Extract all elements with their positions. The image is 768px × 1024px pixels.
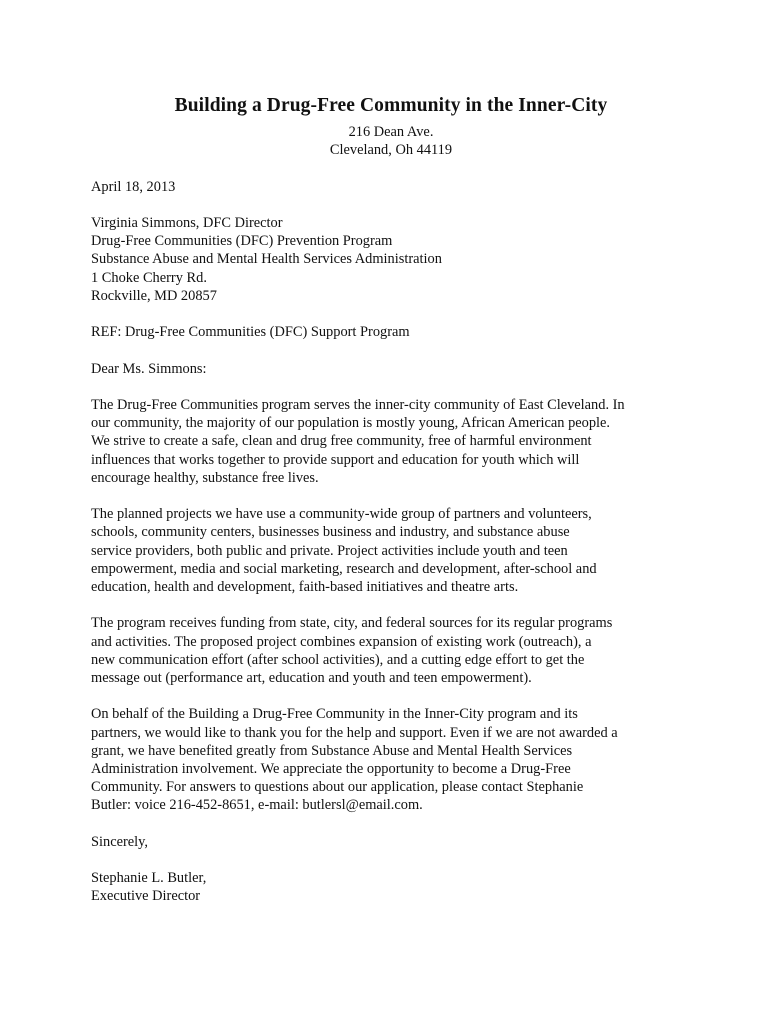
recipient-line: Substance Abuse and Mental Health Services Administration (91, 251, 442, 268)
recipient-line: Rockville, MD 20857 (91, 287, 217, 304)
paragraph-line: We strive to create a safe, clean and drug free community, free of harmful environment (91, 433, 592, 450)
recipient-line: 1 Choke Cherry Rd. (91, 269, 207, 286)
signature-block (91, 869, 691, 905)
paragraph-line: and activities. The proposed project combines expansion of existing work (outreach), a (91, 633, 592, 650)
letter-date: April 18, 2013 (91, 178, 176, 195)
paragraph-line: On behalf of the Building a Drug-Free Community in the Inner-City program and its (91, 706, 578, 723)
spacer (91, 305, 691, 323)
recipient-block (91, 214, 691, 305)
paragraph-line: The program receives funding from state, city, and federal sources for its regular programs (91, 615, 613, 632)
spacer (91, 687, 691, 705)
paragraph-line: Administration involvement. We appreciate the opportunity to become a Drug-Free (91, 760, 571, 777)
recipient-line: Virginia Simmons, DFC Director (91, 214, 283, 231)
paragraph-line: schools, community centers, businesses business and industry, and substance abuse (91, 524, 570, 541)
signature-title: Executive Director (91, 888, 201, 905)
paragraph-line: our community, the majority of our population is mostly young, African American people. (91, 415, 611, 432)
spacer (91, 196, 691, 214)
spacer (91, 159, 691, 177)
signature-name: Stephanie L. Butler, (91, 870, 207, 887)
paragraph-4 (91, 705, 691, 814)
paragraph-line: partners, we would like to thank you for the help and support. Even if we are not awarded a (91, 724, 618, 741)
sender-address (91, 123, 691, 159)
letter-title: Building a Drug-Free Community in the Inner-City (174, 95, 608, 116)
reference-line: REF: Drug-Free Communities (DFC) Support Program (91, 324, 410, 341)
spacer (91, 596, 691, 614)
paragraph-line: Butler: voice 216-452-8651, e-mail: butlersl@email.com. (91, 797, 423, 814)
recipient-line: Drug-Free Communities (DFC) Prevention Program (91, 233, 393, 250)
paragraph-line: influences that works together to provide support and education for youth which will (91, 451, 580, 468)
spacer (91, 487, 691, 505)
spacer (91, 851, 691, 869)
spacer (91, 341, 691, 359)
address-line: Cleveland, Oh 44119 (329, 142, 453, 159)
paragraph-line: empowerment, media and social marketing, research and development, after-school and (91, 560, 597, 577)
spacer (91, 378, 691, 396)
spacer (91, 815, 691, 833)
paragraph-line: new communication effort (after school activities), and a cutting edge effort to get the (91, 651, 585, 668)
paragraph-3 (91, 614, 691, 687)
paragraph-line: Community. For answers to questions about our application, please contact Stephanie (91, 779, 584, 796)
paragraph-line: The Drug-Free Communities program serves the inner-city community of East Cleveland. In (91, 396, 625, 413)
address-line: 216 Dean Ave. (348, 124, 434, 140)
paragraph-line: The planned projects we have use a community-wide group of partners and volunteers, (91, 506, 592, 523)
letter-body (91, 94, 691, 906)
paragraph-line: grant, we have benefited greatly from Substance Abuse and Mental Health Services (91, 742, 573, 759)
paragraph-line: education, health and development, faith-based initiatives and theatre arts. (91, 578, 519, 595)
paragraph-1 (91, 396, 691, 487)
salutation: Dear Ms. Simmons: (91, 360, 207, 377)
closing: Sincerely, (91, 833, 149, 850)
paragraph-2 (91, 505, 691, 596)
paragraph-line: encourage healthy, substance free lives. (91, 469, 319, 486)
paragraph-line: service providers, both public and private. Project activities include youth and teen (91, 542, 568, 559)
paragraph-line: message out (performance art, education and youth and teen empowerment). (91, 669, 532, 686)
